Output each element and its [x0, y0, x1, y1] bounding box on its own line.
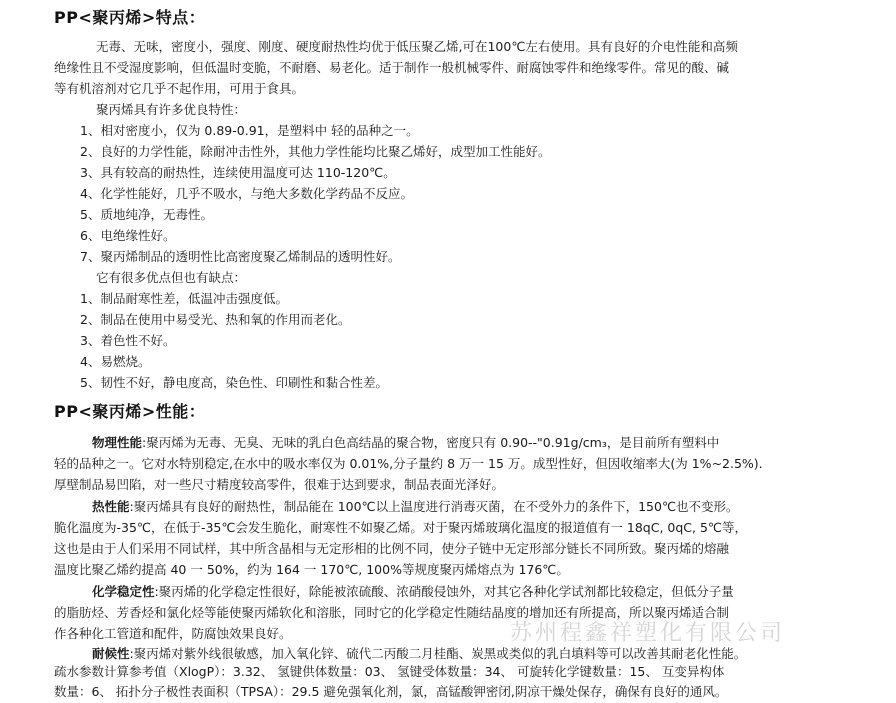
params-line: 疏水参数计算参考值（XlogP）：3.32、 氢键供体数量：03、 氢键受体数量：34、 可旋转化学键数量：15、 互变异构体 — [54, 664, 725, 679]
advantage-item: 3、具有较高的耐热性，连续使用温度可达 110-120℃。 — [80, 165, 396, 180]
advantages-intro: 聚丙烯具有许多优良特性： — [96, 102, 247, 117]
disadvantage-item: 3、着色性不好。 — [80, 333, 176, 348]
physical-line — [92, 433, 882, 454]
physical-line: 厚壁制品易凹陷，对一些尺寸精度较高零件，很难于达到要求，制品表面光泽好。 — [54, 477, 505, 492]
weather-text: :聚丙烯对紫外线很敏感，加入氧化锌、硫代二丙酸二月桂酯、炭黑或类似的乳白填料等可以改善其耐老化性能。 — [129, 646, 747, 661]
chemical-line: 作各种化工管道和配件，防腐蚀效果良好。 — [54, 626, 292, 641]
thermal-text: :聚丙烯具有良好的耐热性，制品能在 100℃以上温度进行消毒灭菌，在不受外力的条件下，150℃也不变形。 — [129, 499, 739, 514]
disadvantages-intro: 它有很多优点但也有缺点： — [96, 270, 247, 285]
advantage-item: 2、良好的力学性能，除耐冲击性外，其他力学性能均比聚乙烯好，成型加工性能好。 — [80, 144, 551, 159]
disadvantage-item: 4、易燃烧。 — [80, 354, 151, 369]
physical-text: :聚丙烯为无毒、无臭、无味的乳白色高结晶的聚合物，密度只有 0.90--"0.91g/cm₃，是目前所有塑料中 — [142, 435, 720, 450]
section-title-features: PP<聚丙烯>特点： — [54, 8, 206, 27]
weather-label: 耐候性 — [92, 646, 130, 661]
chemical-line — [92, 582, 882, 603]
advantage-item: 4、化学性能好，几乎不吸水，与绝大多数化学药品不反应。 — [80, 186, 413, 201]
advantage-item: 5、质地纯净，无毒性。 — [80, 207, 213, 222]
chemical-text: :聚丙烯的化学稳定性很好，除能被浓硫酸、浓硝酸侵蚀外，对其它各种化学试剂都比较稳定，但低分子量 — [154, 584, 734, 599]
disadvantage-item: 1、制品耐寒性差，低温冲击强度低。 — [80, 291, 288, 306]
disadvantage-item: 2、制品在使用中易受光、热和氧的作用而老化。 — [80, 312, 351, 327]
intro-line: 绝缘性且不受湿度影响，但低温时变脆，不耐磨、易老化。适于制作一般机械零件、耐腐蚀零件和绝缘零件。常见的酸、碱 — [54, 60, 730, 75]
thermal-label: 热性能 — [92, 499, 130, 514]
advantage-item: 7、聚丙烯制品的透明性比高密度聚乙烯制品的透明性好。 — [80, 249, 401, 264]
physical-line: 轻的品种之一。它对水特别稳定,在水中的吸水率仅为 0.01%,分子量约 8 万一 15 万。成型性好，但因收缩率大(为 1%~2.5%). — [54, 456, 763, 471]
params-line: 数量：6、 拓扑分子极性表面积（TPSA）：29.5 避免强氧化剂，氯，高锰酸钾密闭,阴凉干燥处保存，确保有良好的通风。 — [54, 684, 728, 699]
intro-line: 等有机溶剂对它几乎不起作用，可用于食具。 — [54, 81, 305, 96]
physical-label: 物理性能 — [92, 435, 143, 450]
intro-line: 无毒、无味，密度小，强度、刚度、硬度耐热性均优于低压聚乙烯,可在100℃左右使用。具有良好的介电性能和高频 — [96, 39, 738, 54]
thermal-line — [92, 497, 882, 518]
watermark-text: 苏州程鑫祥塑化有限公司 — [510, 621, 786, 646]
thermal-line: 脆化温度为-35℃，在低于-35℃会发生脆化，耐寒性不如聚乙烯。对于聚丙烯玻璃化温度的报道值有一 18qC, 0qC, 5℃等， — [54, 520, 747, 535]
advantage-item: 6、电绝缘性好。 — [80, 228, 176, 243]
advantage-item: 1、相对密度小，仅为 0.89-0.91，是塑料中 轻的品种之一。 — [80, 123, 419, 138]
thermal-line: 这也是由于人们采用不同试样，其中所含晶相与无定形相的比例不同，使分子链中无定形部分链长不同所致。聚丙烯的熔融 — [54, 541, 730, 556]
disadvantage-item: 5、韧性不好，静电度高，染色性、印刷性和黏合性差。 — [80, 375, 388, 390]
section-title-properties: PP<聚丙烯>性能： — [54, 402, 206, 421]
thermal-line: 温度比聚乙烯约提高 40 一 50%，约为 164 一 170℃, 100%等规度聚丙烯熔点为 176℃。 — [54, 562, 569, 577]
chemical-line: 的脂肪烃、芳香烃和氯化烃等能使聚丙烯软化和溶胀，同时它的化学稳定性随结晶度的增加还有所提高，所以聚丙烯适合制 — [54, 605, 730, 620]
chemical-label: 化学稳定性 — [92, 584, 155, 599]
